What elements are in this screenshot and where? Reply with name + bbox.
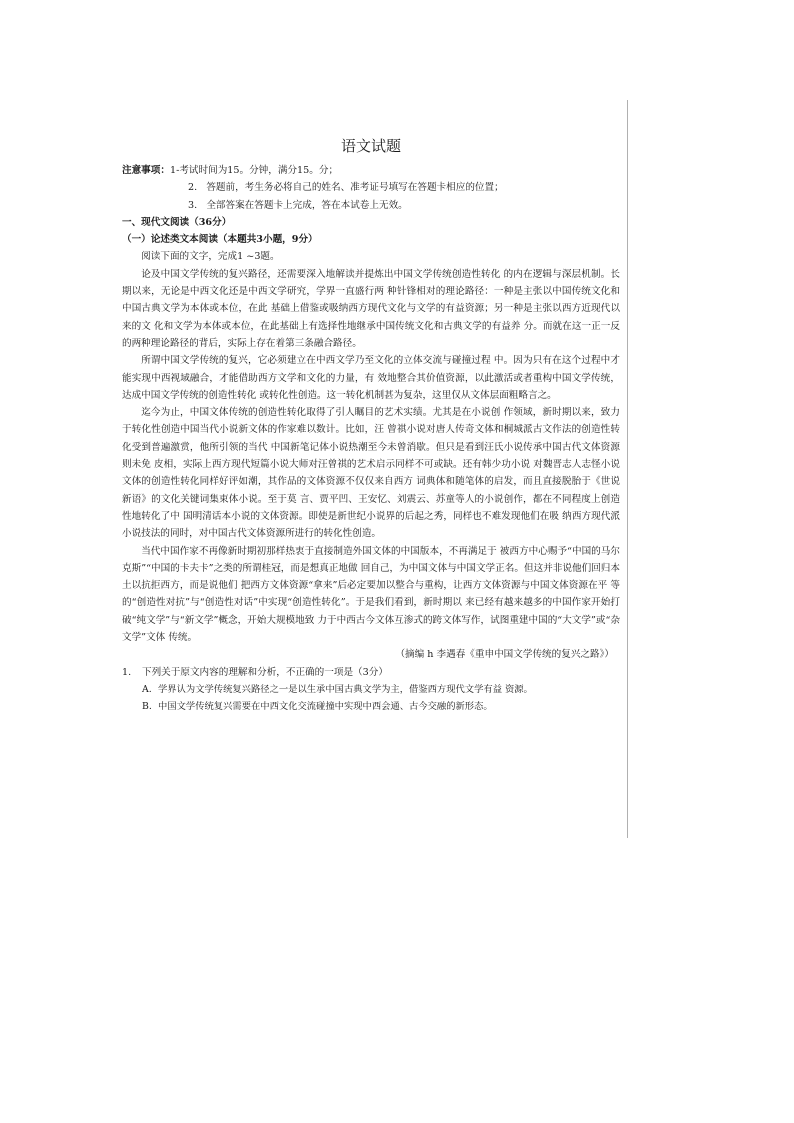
option-b-text: 中国文学传统复兴需要在中西文化交流碰撞中实现中西会通、古今交融的新形态。 <box>158 701 493 713</box>
passage-paragraph-2: 所谓中国文学传统的复兴，它必须建立在中西文学乃至文化的立体交流与碰撞过程 中。因为只有在这个过程中才能实现中西视域融合，才能借助西方文学和文化的力量，有 效地整合其价值资源，以此激活或者重构中国文学传统，达成中国文学传统的创造性转化 或转化性创造。这一转化机制甚为复杂，这里仅从文体层面粗略言之。 <box>122 355 620 401</box>
reading-instruction: 阅读下面的文字，完成1 ~3题。 <box>141 251 280 263</box>
notice-item-3 <box>122 197 620 214</box>
passage-paragraph-1: 论及中国文学传统的复兴路径，还需要深入地解读并提炼出中国文学传统创造性转化 的内在逻辑与深层机制。长期以来，无论是中西文化还是中西文学研究，学界一直盛行两 种针锋相对的理论路径：一种是主张以中国传统文化和中国古典文学为本体或本位，在此 基础上借鉴或吸纳西方现代文化与文学的有益资源；另一种是主张以西方近现代以来的文 化和文学为本体或本位，在此基础上有选择性地继承中国传统文化和古典文学的有益养 分。而就在这一正一反的两种理论路径的背后，实际上存在着第三条融合路径。 <box>122 268 620 349</box>
passage-paragraph-3: 迄今为止，中国文体传统的创造性转化取得了引人瞩目的艺术实绩。尤其是在小说创 作领域，新时期以来，致力于转化性创造中国当代小说新文体的作家难以数计。比如，汪 曾祺小说对唐人传奇文体和桐城派古文作法的创造性转化受到普遍激赏，他所引领的当代 中国新笔记体小说热潮至今未曾消歇。但只是看到汪氏小说传承中国古代文体资源则未免 皮相，实际上西方现代短篇小说大师对汪曾祺的艺术启示同样不可或缺。还有韩少功小说 对魏晋志人志怪小说文体的创造性转化同样好评如潮，其作品的文体资源不仅仅来自西方 词典体和随笔体的启发，而且直接脱胎于《世说新语》的文化关键词集束体小说。至于莫 言、贾平凹、王安忆、刘震云、苏童等人的小说创作，都在不同程度上创造性地转化了中 国明清话本小说的文体资源。即使是新世纪小说界的后起之秀，同样也不难发现他们在吸 纳西方现代派小说技法的同时，对中国古代文体资源所进行的转化性创造。 <box>122 407 620 540</box>
page-margin-line <box>627 100 628 838</box>
notice-item-2-text: 答题前，考生务必将自己的姓名、准考证号填写在答题卡相应的位置； <box>206 182 504 194</box>
option-a-text: 学界认为文学传统复兴路径之一是以生承中国古典文学为主，借鉴西方现代文学有益 资源。 <box>158 683 533 695</box>
notice-item-2 <box>122 179 620 196</box>
exam-title: 语文试题 <box>340 137 401 155</box>
notice-label: 注意事项： <box>122 165 170 176</box>
notice-item-1-text: 1-考试时间为15。分钟，满分15。分； <box>169 165 339 176</box>
option-a-letter: A. <box>142 683 152 695</box>
option-b-letter: B. <box>142 701 152 713</box>
question-number: 1. <box>122 666 132 678</box>
question-text: 下列关于原文内容的理解和分析，不正确的一项是（3分） <box>142 666 388 678</box>
notice-item-2-num: 2. <box>188 182 198 194</box>
option-a <box>122 681 620 698</box>
passage-paragraph-4: 当代中国作家不再像新时期初那样热衷于直接制造外国文体的中国版本，不再满足于 被西方中心赐予“中国的马尔克斯”“中国的卡夫卡”之类的所谓桂冠，而是想真正地做 回自己，为中国文体与中国文学正名。但这并非说他们回归本土以抗拒西方，而是说他们 把西方文体资源“拿来”后必定要加以整合与重构，让西方文体资源与中国文体资源在平 等的“创造性对抗”与“创造性对话”中实现“创造性转化”。于是我们看到，新时期以 来已经有越来越多的中国作家开始打破“纯文学”与“新文学”概念，开始大规模地致 力于中西古今文体互渗式的跨文体写作，试图重建中国的“大文学”或“杂文学”文体 传统。 <box>122 545 620 644</box>
passage-source: （摘编 h 李遇春《重申中国文学传统的复兴之路》） <box>395 649 614 661</box>
notice-item-3-text: 全部答案在答题卡上完成，答在本试卷上无效。 <box>206 199 408 211</box>
section-heading: 一、现代文阅读（36分） <box>122 216 232 228</box>
subsection-heading: （一）论述类文本阅读（本题共3小题，9分） <box>122 234 318 246</box>
notice-item-3-num: 3. <box>188 199 198 211</box>
question-1 <box>122 664 620 681</box>
notice-item-1 <box>122 162 620 179</box>
option-b <box>122 698 620 715</box>
exam-content <box>122 134 620 716</box>
